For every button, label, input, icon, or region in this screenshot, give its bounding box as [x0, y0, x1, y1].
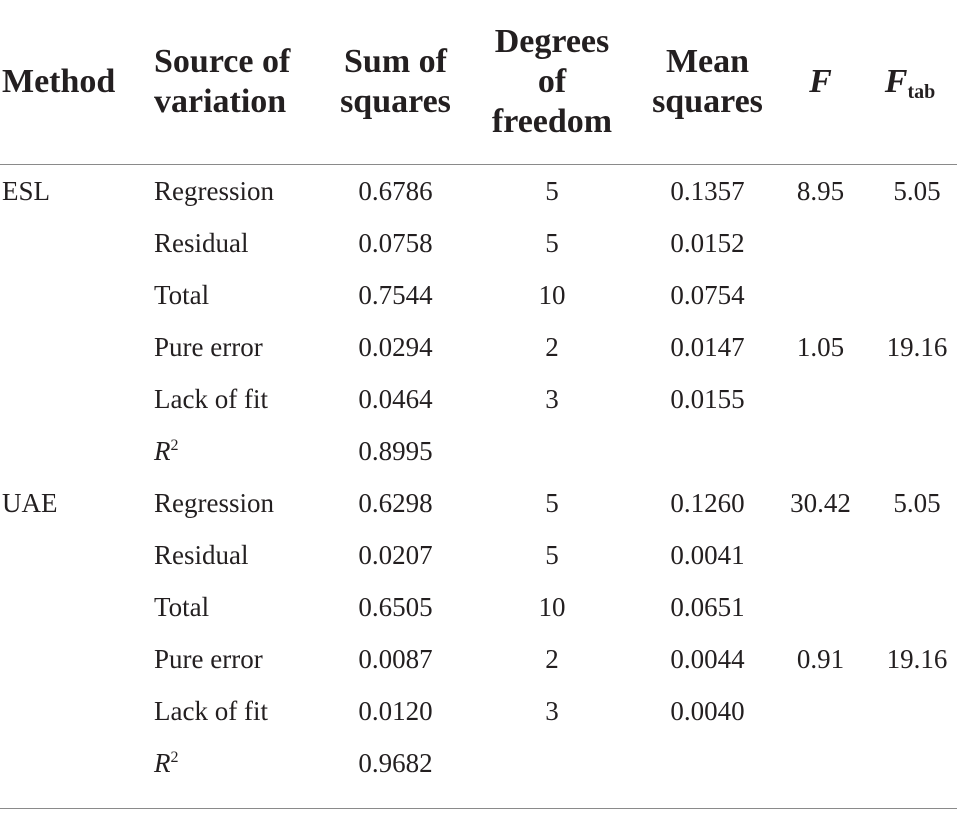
- cell-f-tab: [863, 737, 957, 789]
- cell-degrees-of-freedom: [467, 737, 637, 789]
- cell-sum-of-squares: 0.6786: [358, 175, 433, 206]
- cell-method: [0, 581, 148, 633]
- header-row: [0, 0, 957, 165]
- cell-method: [0, 633, 148, 685]
- cell-sum-of-squares: 0.0207: [358, 539, 433, 570]
- cell-f-tab: 19.16: [886, 331, 948, 362]
- cell-f: [778, 529, 863, 581]
- cell-f: [778, 737, 863, 789]
- cell-f-tab: 19.16: [886, 643, 948, 674]
- table-row: [0, 581, 957, 633]
- cell-degrees-of-freedom: 3: [545, 695, 559, 726]
- header-f-tab-sub: tab: [907, 81, 936, 103]
- cell-mean-squares: 0.1260: [670, 487, 745, 518]
- cell-degrees-of-freedom: 10: [538, 279, 566, 310]
- header-method: Method: [0, 0, 148, 165]
- header-ss-line2: squares: [340, 83, 451, 120]
- cell-f: 0.91: [796, 643, 845, 674]
- table-body: [0, 165, 957, 790]
- cell-degrees-of-freedom: 3: [545, 383, 559, 414]
- table-bottom-rule: [0, 808, 957, 809]
- cell-sum-of-squares: 0.0758: [358, 227, 433, 258]
- table-row: [0, 165, 957, 218]
- table-header: [0, 0, 957, 165]
- header-source-line2: variation: [154, 83, 287, 120]
- table-row: [0, 737, 957, 789]
- cell-sum-of-squares: 0.9682: [358, 747, 433, 778]
- cell-method: [0, 321, 148, 373]
- cell-f: [778, 425, 863, 477]
- header-df-line2: of: [537, 63, 567, 100]
- table-row: [0, 373, 957, 425]
- table-row: [0, 633, 957, 685]
- cell-mean-squares: 0.0041: [670, 539, 745, 570]
- cell-method: [0, 529, 148, 581]
- table-row: [0, 685, 957, 737]
- cell-f-tab: [863, 373, 957, 425]
- cell-f-tab: 5.05: [893, 175, 941, 206]
- cell-f: [778, 269, 863, 321]
- header-df-line1: Degrees: [494, 23, 610, 60]
- header-df-line3: freedom: [491, 103, 613, 140]
- table-row: [0, 425, 957, 477]
- cell-source: Residual: [154, 539, 249, 570]
- cell-source: Regression: [154, 175, 274, 206]
- cell-mean-squares: 0.0754: [670, 279, 745, 310]
- cell-source-r-squared: [148, 425, 324, 477]
- table-row: [0, 321, 957, 373]
- cell-source: Total: [154, 279, 210, 310]
- cell-sum-of-squares: 0.8995: [358, 435, 433, 466]
- cell-f: [778, 685, 863, 737]
- cell-sum-of-squares: 0.0120: [358, 695, 433, 726]
- cell-source: Regression: [154, 487, 274, 518]
- cell-sum-of-squares: 0.7544: [358, 279, 433, 310]
- cell-f-tab: 5.05: [893, 487, 941, 518]
- table-row: [0, 217, 957, 269]
- header-ms-line2: squares: [652, 83, 763, 120]
- cell-f: [778, 373, 863, 425]
- table-row: [0, 529, 957, 581]
- cell-f-tab: [863, 685, 957, 737]
- cell-sum-of-squares: 0.0087: [358, 643, 433, 674]
- cell-degrees-of-freedom: 5: [545, 539, 559, 570]
- cell-source-r-squared: [148, 737, 324, 789]
- cell-f-tab: [863, 529, 957, 581]
- cell-source: Lack of fit: [154, 383, 268, 414]
- cell-method: UAE: [2, 487, 58, 518]
- cell-mean-squares: [637, 737, 778, 789]
- cell-source: Pure error: [154, 331, 263, 362]
- header-f-tab-main: F: [884, 63, 908, 100]
- r-superscript: 2: [170, 748, 179, 766]
- cell-mean-squares: 0.0152: [670, 227, 745, 258]
- cell-sum-of-squares: 0.6298: [358, 487, 433, 518]
- header-sum-of-squares: [324, 0, 467, 165]
- cell-f: [778, 581, 863, 633]
- cell-method: ESL: [2, 175, 51, 206]
- cell-mean-squares: 0.0147: [670, 331, 745, 362]
- header-f-tab: [863, 0, 957, 165]
- cell-source: Pure error: [154, 643, 263, 674]
- cell-degrees-of-freedom: 2: [545, 643, 559, 674]
- cell-method: [0, 373, 148, 425]
- cell-f: [778, 217, 863, 269]
- cell-degrees-of-freedom: 2: [545, 331, 559, 362]
- cell-degrees-of-freedom: 5: [545, 227, 559, 258]
- cell-mean-squares: 0.0040: [670, 695, 745, 726]
- header-mean-squares: [637, 0, 778, 165]
- cell-method: [0, 685, 148, 737]
- header-source-line1: Source of: [154, 43, 291, 80]
- cell-f-tab: [863, 217, 957, 269]
- cell-degrees-of-freedom: [467, 425, 637, 477]
- cell-method: [0, 737, 148, 789]
- cell-f-tab: [863, 269, 957, 321]
- cell-sum-of-squares: 0.0464: [358, 383, 433, 414]
- header-ms-line1: Mean: [665, 43, 750, 80]
- cell-sum-of-squares: 0.0294: [358, 331, 433, 362]
- cell-method: [0, 269, 148, 321]
- cell-f-tab: [863, 425, 957, 477]
- cell-source: Lack of fit: [154, 695, 268, 726]
- cell-degrees-of-freedom: 5: [545, 487, 559, 518]
- cell-method: [0, 217, 148, 269]
- cell-f: 30.42: [790, 487, 851, 518]
- cell-f-tab: [863, 581, 957, 633]
- cell-f: 1.05: [796, 331, 845, 362]
- cell-mean-squares: 0.0155: [670, 383, 745, 414]
- cell-f: 8.95: [796, 175, 845, 206]
- table-row: [0, 477, 957, 529]
- header-source-of-variation: [148, 0, 324, 165]
- r-symbol: R: [154, 435, 171, 466]
- r-superscript: 2: [170, 436, 179, 454]
- cell-mean-squares: 0.0044: [670, 643, 745, 674]
- cell-mean-squares: [637, 425, 778, 477]
- cell-source: Total: [154, 591, 210, 622]
- cell-source: Residual: [154, 227, 249, 258]
- cell-method: [0, 425, 148, 477]
- r-symbol: R: [154, 747, 171, 778]
- cell-mean-squares: 0.0651: [670, 591, 745, 622]
- header-f: F: [778, 0, 863, 165]
- header-ss-line1: Sum of: [344, 43, 447, 80]
- cell-degrees-of-freedom: 10: [538, 591, 566, 622]
- table-row: [0, 269, 957, 321]
- cell-mean-squares: 0.1357: [670, 175, 745, 206]
- cell-degrees-of-freedom: 5: [545, 175, 559, 206]
- header-degrees-of-freedom: [467, 0, 637, 165]
- cell-sum-of-squares: 0.6505: [358, 591, 433, 622]
